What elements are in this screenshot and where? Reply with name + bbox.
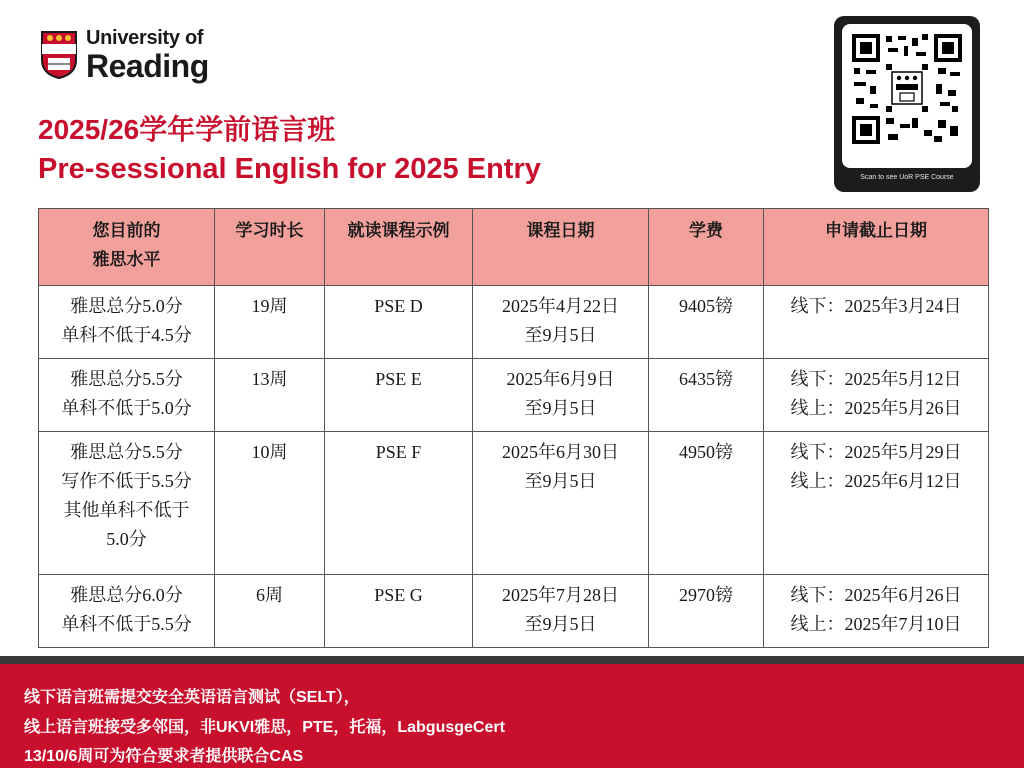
header-course: 就读课程示例 <box>325 209 473 286</box>
qr-code-card[interactable] <box>834 16 980 192</box>
cell-deadline: 线下：2025年6月26日 线上：2025年7月10日 <box>764 575 989 648</box>
cell-fee: 6435镑 <box>649 359 764 432</box>
header-ielts-level: 您目前的 雅思水平 <box>39 209 215 286</box>
footer-divider <box>0 656 1024 664</box>
qr-caption: Scan to see UoR PSE Course <box>860 174 954 181</box>
cell-deadline: 线下：2025年5月29日 线上：2025年6月12日 <box>764 432 989 575</box>
title-english: Pre-sessional English for 2025 Entry <box>38 153 541 185</box>
title-chinese: 2025/26学年学前语言班 <box>38 114 336 145</box>
table-header-row <box>39 209 989 286</box>
table-row <box>39 286 989 359</box>
table-row <box>39 432 989 575</box>
cell-duration: 13周 <box>215 359 325 432</box>
cell-fee: 9405镑 <box>649 286 764 359</box>
logo-line2: Reading <box>86 48 209 84</box>
cell-dates: 2025年6月9日 至9月5日 <box>473 359 649 432</box>
crest-icon <box>40 30 78 80</box>
qr-code-icon <box>852 34 962 144</box>
cell-ielts: 雅思总分5.0分 单科不低于4.5分 <box>39 286 215 359</box>
cell-course: PSE F <box>325 432 473 575</box>
cell-duration: 19周 <box>215 286 325 359</box>
cell-duration: 10周 <box>215 432 325 575</box>
header-deadline: 申请截止日期 <box>764 209 989 286</box>
logo-line1: University of <box>86 27 204 49</box>
footer-line-2: 线上语言班接受多邻国，非UKVI雅思，PTE，托福，LabgusgeCert <box>24 719 505 736</box>
cell-ielts: 雅思总分5.5分 写作不低于5.5分 其他单科不低于 5.0分 <box>39 432 215 575</box>
cell-deadline: 线下：2025年3月24日 <box>764 286 989 359</box>
cell-course: PSE E <box>325 359 473 432</box>
cell-fee: 2970镑 <box>649 575 764 648</box>
cell-dates: 2025年4月22日 至9月5日 <box>473 286 649 359</box>
cell-duration: 6周 <box>215 575 325 648</box>
header-duration: 学习时长 <box>215 209 325 286</box>
cell-ielts: 雅思总分6.0分 单科不低于5.5分 <box>39 575 215 648</box>
table-row <box>39 575 989 648</box>
cell-deadline: 线下：2025年5月12日 线上：2025年5月26日 <box>764 359 989 432</box>
cell-fee: 4950镑 <box>649 432 764 575</box>
footer-line-3: 13/10/6周可为符合要求者提供联合CAS <box>24 748 304 765</box>
header-fee: 学费 <box>649 209 764 286</box>
footer-banner <box>0 664 1024 768</box>
cell-course: PSE D <box>325 286 473 359</box>
footer-line-1: 线下语言班需提交安全英语语言测试（SELT）， <box>24 689 360 706</box>
course-table <box>38 208 989 648</box>
table-row <box>39 359 989 432</box>
cell-dates: 2025年6月30日 至9月5日 <box>473 432 649 575</box>
header-course-dates: 课程日期 <box>473 209 649 286</box>
university-logo <box>40 26 209 84</box>
cell-ielts: 雅思总分5.5分 单科不低于5.0分 <box>39 359 215 432</box>
cell-course: PSE G <box>325 575 473 648</box>
cell-dates: 2025年7月28日 至9月5日 <box>473 575 649 648</box>
